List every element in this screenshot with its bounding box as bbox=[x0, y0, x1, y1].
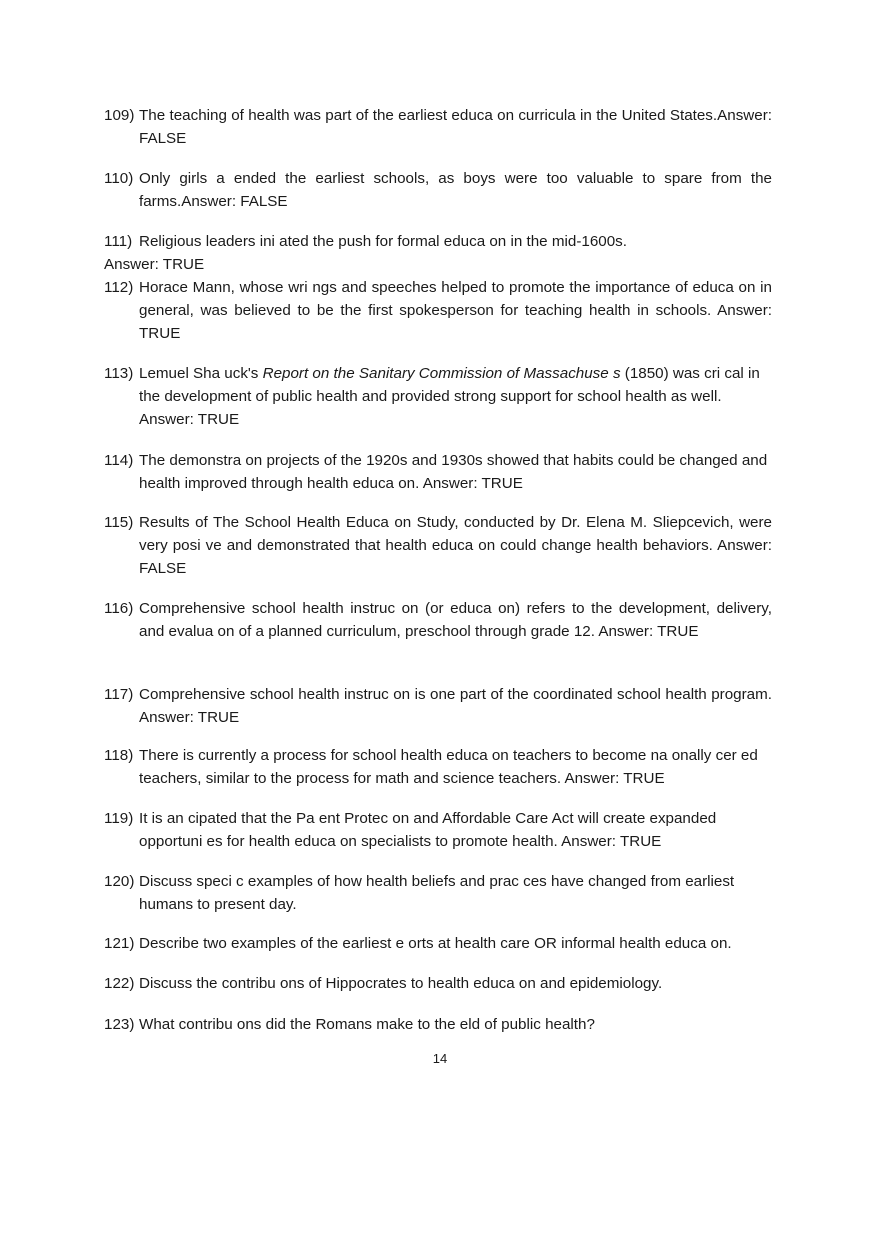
question-answer: Answer: FALSE bbox=[139, 107, 772, 147]
question-112 bbox=[104, 276, 772, 345]
question-number: 113) bbox=[104, 365, 134, 382]
question-answer: Answer: TRUE bbox=[139, 709, 240, 726]
question-123 bbox=[104, 1013, 772, 1036]
question-answer: Answer: TRUE bbox=[598, 623, 699, 640]
question-number: 111) bbox=[104, 233, 133, 250]
question-number: 119) bbox=[104, 810, 134, 827]
question-number: 120) bbox=[104, 873, 135, 890]
question-number: 116) bbox=[104, 600, 134, 617]
question-119 bbox=[104, 807, 772, 853]
question-text: The teaching of health was part of the earliest educa on curricula in the United States. bbox=[139, 107, 718, 124]
question-121 bbox=[104, 932, 772, 955]
question-text: There is currently a process for school health educa on teachers to become na onally cer ed teachers, similar to the process for math and science teachers. bbox=[139, 747, 758, 787]
question-text: Describe two examples of the earliest e orts at health care OR informal health educa on. bbox=[139, 935, 732, 952]
question-number: 114) bbox=[104, 452, 134, 469]
question-text: Horace Mann, whose wri ngs and speeches helped to promote the importance of educa on in general, was believed to be the first spokesperson for teaching health in schools. bbox=[139, 279, 772, 319]
question-111 bbox=[104, 230, 772, 276]
question-answer: Answer: TRUE bbox=[139, 411, 240, 428]
question-text: Religious leaders ini ated the push for formal educa on in the mid-1600s. bbox=[139, 233, 627, 250]
question-116 bbox=[104, 597, 772, 643]
question-118 bbox=[104, 744, 772, 790]
question-number: 121) bbox=[104, 935, 135, 952]
question-number: 110) bbox=[104, 170, 134, 187]
question-text-post: (1850) was cri cal in the development of public health and provided strong support for school health as well. bbox=[139, 365, 760, 405]
question-number: 123) bbox=[104, 1016, 135, 1033]
question-114 bbox=[104, 449, 772, 495]
question-117 bbox=[104, 683, 772, 729]
question-number: 117) bbox=[104, 686, 134, 703]
question-113 bbox=[104, 362, 772, 431]
question-text-pre: Lemuel Sha uck's bbox=[139, 365, 263, 382]
question-text: Comprehensive school health instruc on is one part of the coordinated school health program. bbox=[139, 686, 772, 703]
question-answer: Answer: FALSE bbox=[139, 537, 772, 577]
question-109 bbox=[104, 104, 772, 150]
question-text: Discuss speci c examples of how health beliefs and prac ces have changed from earliest humans to present day. bbox=[139, 873, 735, 913]
page-number: 14 bbox=[432, 1051, 448, 1066]
question-answer: Answer: TRUE bbox=[564, 770, 665, 787]
question-answer: Answer: FALSE bbox=[181, 193, 288, 210]
question-number: 118) bbox=[104, 747, 134, 764]
question-115 bbox=[104, 511, 772, 580]
question-text: Discuss the contribu ons of Hippocrates to health educa on and epidemiology. bbox=[139, 975, 663, 992]
question-120 bbox=[104, 870, 772, 916]
question-answer: Answer: TRUE bbox=[561, 833, 662, 850]
question-answer: Answer: TRUE bbox=[104, 256, 205, 273]
question-text: Only girls a ended the earliest schools, as boys were too valuable to spare from the farms. bbox=[139, 170, 772, 210]
question-text: It is an cipated that the Pa ent Protec on and Affordable Care Act will create expanded opportuni es for health educa on specialists to promote health. bbox=[139, 810, 717, 850]
question-110 bbox=[104, 167, 772, 213]
question-text: Comprehensive school health instruc on (or educa on) refers to the development, delivery, and evalua on of a planned curriculum, preschool through grade 12. bbox=[139, 600, 772, 640]
question-number: 115) bbox=[104, 514, 134, 531]
question-text: Results of The School Health Educa on Study, conducted by Dr. Elena M. Sliepcevich, were very posi ve and demonstrated that health educa on could change health behaviors. bbox=[139, 514, 772, 554]
question-122 bbox=[104, 972, 772, 995]
question-number: 109) bbox=[104, 107, 135, 124]
question-answer: Answer: TRUE bbox=[139, 302, 772, 342]
question-text: The demonstra on projects of the 1920s and 1930s showed that habits could be changed and health improved through health educa on. bbox=[139, 452, 768, 492]
question-number: 112) bbox=[104, 279, 134, 296]
question-text: What contribu ons did the Romans make to the eld of public health? bbox=[139, 1016, 595, 1033]
question-number: 122) bbox=[104, 975, 135, 992]
question-answer: Answer: TRUE bbox=[422, 475, 523, 492]
report-title: Report on the Sanitary Commission of Massachuse s bbox=[262, 365, 621, 382]
